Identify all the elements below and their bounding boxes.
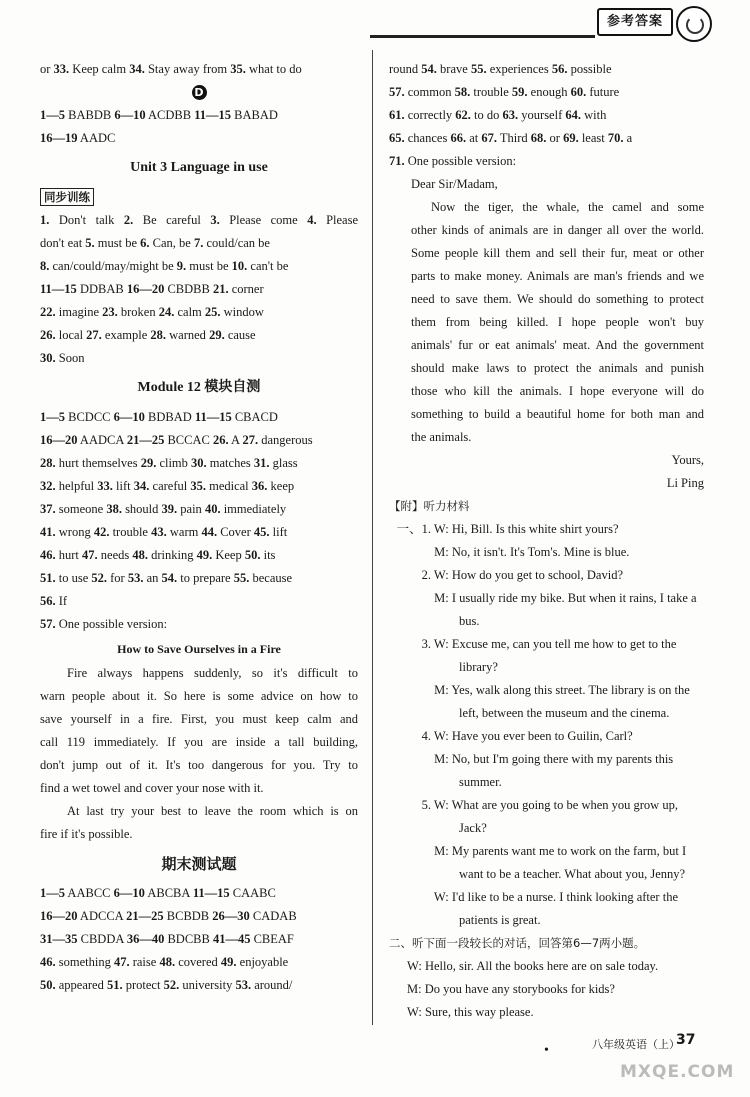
letter-signature: Li Ping: [666, 476, 704, 490]
answer-line: or 33. Keep calm 34. Stay away from 35. what to do: [40, 62, 302, 76]
answer-line: 16—20 AADCA 21—25 BCCAC 26. A 27. dangerous: [40, 433, 313, 447]
dialog-line: want to be a teacher. What about you, Jenny?: [459, 867, 686, 881]
dialog-line: summer.: [459, 775, 502, 789]
essay-line: At last try your best to leave the room which is on: [67, 804, 358, 818]
essay-line: Fire always happens suddenly, so it's difficult to: [67, 666, 358, 680]
dialog-line: library?: [459, 660, 498, 674]
page-number: 37: [676, 1032, 696, 1048]
answer-line: 31—35 CBDDA 36—40 BDCBB 41—45 CBEAF: [40, 932, 294, 946]
answer-line: 1—5 BCDCC 6—10 BDBAD 11—15 CBACD: [40, 410, 278, 424]
footer-book-label: 八年级英语（上）: [592, 1038, 680, 1051]
essay-line: don't jump out of it. It's too dangerous for you. Try to: [40, 758, 358, 772]
letter-salutation: Dear Sir/Madam,: [411, 177, 498, 191]
dialog-line: M: I usually ride my bike. But when it rains, I take a: [434, 591, 697, 605]
header-logo-icon: [676, 6, 712, 42]
dialog-line: Jack?: [459, 821, 487, 835]
dialog-line: 2. W: How do you get to school, David?: [421, 568, 623, 582]
module12-title: Module 12 模块自测: [137, 380, 261, 395]
letter-line: parts to make money. Animals are man's friends and we: [411, 269, 704, 283]
watermark: MXQE.COM: [620, 1062, 735, 1082]
section-marker: [40, 81, 358, 104]
dialog-line: W: Sure, this way please.: [407, 1005, 534, 1019]
answer-line: 16—19 AADC: [40, 131, 116, 145]
answer-line: 37. someone 38. should 39. pain 40. immediately: [40, 502, 287, 516]
footer-dot: •: [544, 1043, 549, 1058]
answer-line: 8. can/could/may/might be 9. must be 10. can't be: [40, 259, 289, 273]
answer-line: 1. Don't talk 2. Be careful 3. Please come 4. Please: [40, 213, 359, 227]
essay-line: fire if it's possible.: [40, 827, 133, 841]
answer-line: 22. imagine 23. broken 24. calm 25. window: [40, 305, 264, 319]
dialog-line: M: No, it isn't. It's Tom's. Mine is blue.: [434, 545, 630, 559]
answer-line: 28. hurt themselves 29. climb 30. matches 31. glass: [40, 456, 298, 470]
letter-line: animals' fur or eat animals' meat. And the government: [411, 338, 704, 352]
left-column: [40, 58, 358, 997]
listening-dialogs: [389, 518, 704, 932]
answer-line: 46. something 47. raise 48. covered 49. enjoyable: [40, 955, 289, 969]
answer-line: 57. One possible version:: [40, 617, 168, 631]
letter-line: Now the tiger, the whale, the camel and some: [431, 200, 704, 214]
answer-line: 16—20 ADCCA 21—25 BCBDB 26—30 CADAB: [40, 909, 297, 923]
essay-title: How to Save Ourselves in a Fire: [117, 642, 281, 656]
letter-line: need to save them. We should do something to protect: [411, 292, 704, 306]
sync-training-label: 同步训练: [40, 186, 358, 209]
letter-closing: Yours,: [671, 453, 704, 467]
essay-line: warn people about it. So here is some advice on how to: [40, 689, 358, 703]
answer-line: 57. common 58. trouble 59. enough 60. future: [389, 85, 620, 99]
right-column: [389, 58, 704, 1024]
dialog-line: M: Yes, walk along this street. The library is on the: [434, 683, 690, 697]
letter-line: those who kill the animals. I hope everyone will do: [411, 384, 704, 398]
answer-line: round 54. brave 55. experiences 56. possible: [389, 62, 612, 76]
header-rule: [370, 35, 595, 38]
unit3-title: Unit 3 Language in use: [130, 160, 268, 175]
answer-line: 46. hurt 47. needs 48. drinking 49. Keep 50. its: [40, 548, 276, 562]
answer-line: 30. Soon: [40, 351, 85, 365]
answer-line: 61. correctly 62. to do 63. yourself 64. with: [389, 108, 607, 122]
answer-line: 71. One possible version:: [389, 154, 517, 168]
dialog-line: 4. W: Have you ever been to Guilin, Carl?: [421, 729, 633, 743]
answer-line: 50. appeared 51. protect 52. university 53. around/: [40, 978, 293, 992]
answer-line: don't eat 5. must be 6. Can, be 7. could/can be: [40, 236, 270, 250]
essay-line: find a wet towel and cover your nose with it.: [40, 781, 264, 795]
dialog-line: W: I'd like to be a nurse. I think looking after the: [433, 890, 678, 904]
dialog-line: M: Do you have any storybooks for kids?: [407, 982, 615, 996]
dialog-line: M: My parents want me to work on the farm, but I: [434, 844, 687, 858]
dialog-line: left, between the museum and the cinema.: [459, 706, 670, 720]
dialog-line: bus.: [459, 614, 480, 628]
essay-line: call 119 immediately. If you are inside a tall building,: [40, 735, 358, 749]
answer-line: 1—5 AABCC 6—10 ABCBA 11—15 CAABC: [40, 886, 276, 900]
letter-line: something to build a beautiful home for both man and: [411, 407, 704, 421]
dialog-line: patients is great.: [459, 913, 541, 927]
dialog-line: 5. W: What are you going to be when you grow up,: [421, 798, 678, 812]
letter-line: should make laws to protect the animals and punish: [411, 361, 704, 375]
dialog-line: M: No, but I'm going there with my parents this: [434, 752, 674, 766]
answer-line: 41. wrong 42. trouble 43. warm 44. Cover 45. lift: [40, 525, 288, 539]
column-divider: [372, 50, 373, 1025]
letter-line: the animals.: [411, 430, 472, 444]
part2-instruction: 二、听下面一段较长的对话，回答第6—7两小题。: [389, 936, 646, 950]
answer-line: 56. If: [40, 594, 68, 608]
answer-key-badge: 参考答案: [597, 8, 673, 36]
dialog-line: 3. W: Excuse me, can you tell me how to get to the: [421, 637, 677, 651]
answer-line: 51. to use 52. for 53. an 54. to prepare 55. because: [40, 571, 293, 585]
answer-line: 11—15 DDBAB 16—20 CBDBB 21. corner: [40, 282, 264, 296]
section-circle-d: D: [192, 85, 207, 100]
dialog-line: W: Hello, sir. All the books here are on sale today.: [407, 959, 659, 973]
letter-line: other kinds of animals are in danger all over the world.: [411, 223, 704, 237]
letter-line: them from being killed. I hope people won't buy: [411, 315, 704, 329]
final-exam-title: 期末测试题: [161, 855, 237, 873]
appendix-label: 【附】听力材料: [389, 499, 470, 513]
letter-line: Some people kill them and sell their fur, meat or other: [411, 246, 704, 260]
dialog-line: 一、1. W: Hi, Bill. Is this white shirt yours?: [396, 522, 619, 536]
answer-line: 26. local 27. example 28. warned 29. cause: [40, 328, 256, 342]
answer-line: 65. chances 66. at 67. Third 68. or 69. least 70. a: [389, 131, 633, 145]
essay-line: save yourself in a fire. First, you must keep calm and: [40, 712, 358, 726]
answer-line: 1—5 BABDB 6—10 ACDBB 11—15 BABAD: [40, 108, 278, 122]
answer-line: 32. helpful 33. lift 34. careful 35. medical 36. keep: [40, 479, 295, 493]
